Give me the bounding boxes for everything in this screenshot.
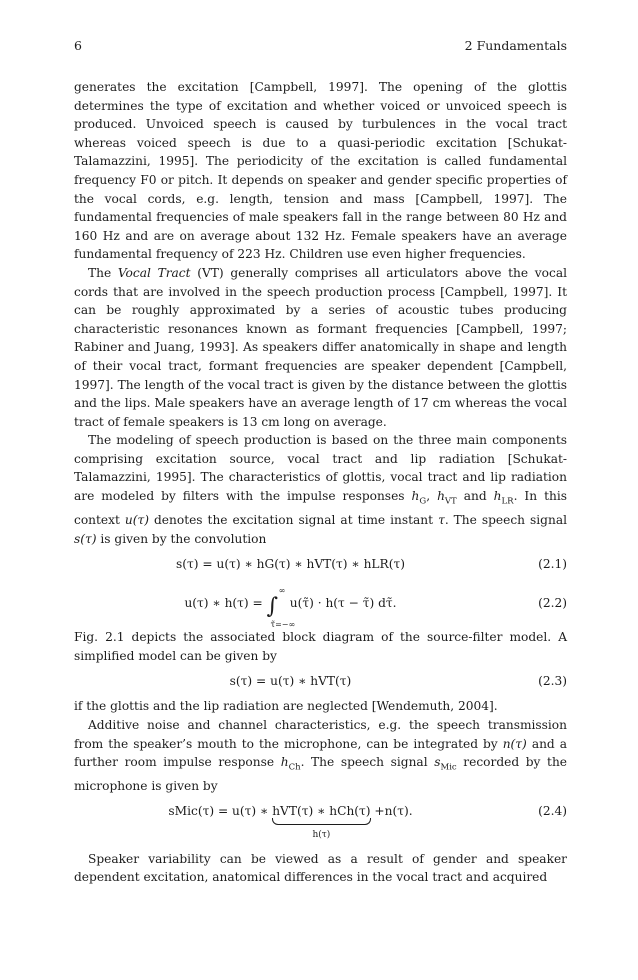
equation-2-4 bbox=[74, 800, 567, 846]
equation-2-1 bbox=[74, 552, 567, 576]
equation-body: s(τ) = u(τ) ∗ hVT(τ) bbox=[229, 674, 352, 689]
equation-number: (2.2) bbox=[538, 596, 567, 611]
underbrace-label: h(τ) bbox=[312, 829, 331, 840]
equation-2-2 bbox=[74, 580, 567, 630]
equation-body: sMic(τ) = u(τ) ∗ hVT(τ) ∗ hCh(τ) h(τ) +n(τ). bbox=[74, 802, 507, 821]
page bbox=[74, 38, 568, 885]
equation-number: (2.1) bbox=[538, 557, 567, 572]
paragraph-2: The Vocal Tract (VT) generally comprises all articulators above the vocal cords that are involved in the speech production process [Campbell, 1997]. It can be roughly approximated by a series of acoustic tubes producing characteristic resonances known as formant frequencies [Campbell, 1997; Rabiner and Juang, 1993]. As speakers differ anatomically in shape and length of their vocal tract, formant frequencies are speaker dependent [Campbell, 1997]. The length of the vocal tract is given by the distance between the glottis and the lips. Male speakers have an average length of 17 cm whereas the vocal tract of female speakers is 13 cm long on average. bbox=[74, 265, 567, 429]
equation-2-3 bbox=[74, 669, 567, 693]
paragraph-3: The modeling of speech production is based on the three main components comprising excitation source, vocal tract and lip radiation [Schukat-Talamazzini, 1995]. The characteristics of glottis, vocal tract and lip radiation are modeled by filters with the impulse responses $h_G$, $h_{VT}$ and $h_{LR}$. In this context u(τ) denotes the excitation signal at time instant τ. The speech signal s(τ) is given by the convolution bbox=[74, 433, 567, 546]
integral-sign: ∫ ∞ τ̃=−∞ bbox=[266, 586, 296, 630]
body-text bbox=[74, 78, 567, 887]
underbrace bbox=[272, 818, 370, 825]
paragraph-4: Fig. 2.1 depicts the associated block diagram of the source-filter model. A simplified model can be given by bbox=[74, 630, 567, 663]
equation-body: u(τ) ∗ h(τ) = ∫ ∞ τ̃=−∞ u(τ̃) · h(τ − τ̃) dτ̃. bbox=[184, 586, 397, 630]
equation-body: s(τ) = u(τ) ∗ hG(τ) ∗ hVT(τ) ∗ hLR(τ) bbox=[176, 557, 405, 572]
underbrace-group: hVT(τ) ∗ hCh(τ) h(τ) bbox=[272, 802, 370, 821]
paragraph-6: Additive noise and channel characteristics, e.g. the speech transmission from the speaker’s mouth to the microphone, can be integrated by n(τ) and a further room impulse response $h_{Ch}$. The speech signal $s_{Mic}$ recorded by the microphone is given by bbox=[74, 718, 568, 794]
equation-number: (2.3) bbox=[538, 674, 567, 689]
vocal-tract-term: Vocal Tract bbox=[117, 265, 191, 280]
page-number: 6 bbox=[74, 38, 82, 53]
paragraph-1: generates the excitation [Campbell, 1997]. The opening of the glottis determines the type of excitation and whether voiced or unvoiced speech is produced. Unvoiced speech is caused by turbulences in the vocal tract whereas voiced speech is due to a quasi-periodic excitation [Schukat-Talamazzini, 1995]. The periodicity of the excitation is called fundamental frequency F0 or pitch. It depends on speaker and gender specific properties of the vocal cords, e.g. length, tension and mass [Campbell, 1997]. The fundamental frequencies of male speakers fall in the range between 80 Hz and 160 Hz and are on average about 132 Hz. Female speakers have an average fundamental frequency of 223 Hz. Children use even higher frequencies. bbox=[74, 80, 567, 262]
running-header bbox=[74, 38, 567, 58]
paragraph-5: if the glottis and the lip radiation are neglected [Wendemuth, 2004]. bbox=[74, 699, 498, 714]
section-title: 2 Fundamentals bbox=[464, 38, 567, 53]
equation-number: (2.4) bbox=[538, 803, 567, 818]
paragraph-7: Speaker variability can be viewed as a result of gender and speaker dependent excitation, anatomical differences in the vocal tract and acquired bbox=[74, 851, 567, 885]
